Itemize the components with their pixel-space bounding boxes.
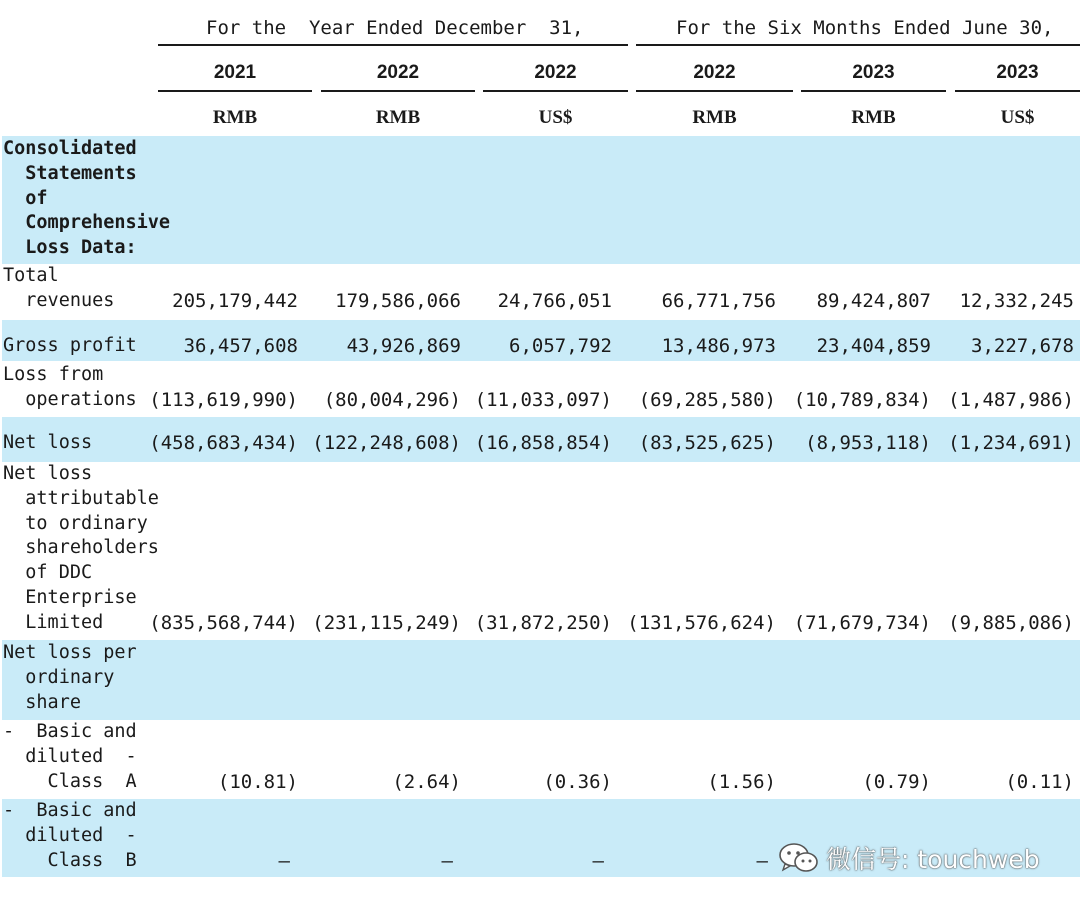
row-value: — (756, 849, 768, 872)
row-value: (80,004,296) (323, 388, 461, 411)
row-label-line: shareholders (3, 537, 159, 559)
row-value: 89,424,807 (816, 289, 931, 312)
row-label (3, 720, 137, 794)
row-label-line: Loss Data: (3, 237, 137, 259)
row-value: (122,248,608) (312, 432, 461, 454)
rule-col (321, 90, 475, 92)
row-value: (1.56) (707, 770, 776, 793)
row-value: — (592, 849, 604, 872)
col-currency: RMB (692, 107, 737, 128)
row-label (3, 334, 137, 359)
row-value: (10,789,834) (793, 388, 931, 411)
row-label-line: of DDC (3, 562, 93, 584)
row-value: (1,234,691) (948, 432, 1074, 454)
row-label-line: - Basic and (3, 800, 137, 821)
watermark-text: 微信号: touchweb (826, 845, 1040, 874)
row-label-line: Net loss (3, 432, 93, 453)
row-label-line: share (3, 691, 81, 713)
period-six-months-heading: For the Six Months Ended June 30, (676, 17, 1054, 39)
rule-col (483, 90, 628, 92)
col-year: 2022 (693, 62, 736, 83)
row-value: — (441, 849, 453, 872)
row-label-line: Comprehensive (3, 212, 171, 234)
row-label (3, 137, 170, 261)
row-label-line: to ordinary (3, 512, 148, 534)
row-value: (0.79) (862, 770, 931, 793)
row-value: 13,486,973 (661, 335, 776, 357)
row-label-line: of (3, 187, 48, 209)
row-value: 23,404,859 (816, 335, 931, 357)
row-label (3, 264, 114, 314)
rule-col (636, 90, 793, 92)
row-value: (9,885,086) (948, 611, 1074, 634)
row-value: (458,683,434) (149, 432, 298, 454)
row-label-line: diluted - (3, 745, 137, 767)
row-label-line: - Basic and (3, 721, 137, 742)
col-year: 2021 (213, 62, 257, 83)
rule-period-six-months (636, 44, 1080, 46)
row-label-line: Limited (3, 611, 104, 633)
row-label-line: revenues (3, 289, 115, 311)
row-value: (31,872,250) (474, 611, 612, 634)
row-label-line: attributable (3, 487, 159, 509)
col-year: 2023 (996, 62, 1039, 83)
row-value: (83,525,625) (638, 432, 776, 454)
col-currency: RMB (851, 107, 896, 128)
row-label-line: Class A (3, 770, 137, 792)
row-value: 36,457,608 (183, 335, 298, 357)
col-currency: US$ (538, 107, 573, 128)
row-value: (0.36) (543, 770, 612, 793)
row-value: (0.11) (1005, 770, 1074, 793)
row-value: (2.64) (392, 770, 461, 793)
row-value: (69,285,580) (638, 388, 776, 411)
row-label (3, 641, 137, 715)
row-value: (231,115,249) (312, 611, 461, 634)
row-label-line: Net loss (3, 463, 93, 484)
row-label (3, 363, 137, 413)
row-label-line: operations (3, 388, 137, 410)
row-value: 66,771,756 (661, 289, 776, 312)
row-label-line: diluted - (3, 824, 137, 846)
period-year-heading: For the Year Ended December 31, (206, 17, 584, 39)
col-year: 2023 (852, 62, 895, 83)
row-label-line: Total (3, 265, 59, 286)
row-label-line: Net loss per (3, 642, 137, 663)
row-value: (16,858,854) (474, 432, 612, 454)
row-value: (11,033,097) (474, 388, 612, 411)
row-value: 3,227,678 (971, 335, 1074, 357)
row-label-line: Gross profit (3, 335, 137, 356)
row-label-line: Loss from (3, 364, 104, 385)
row-label-line: Enterprise (3, 586, 137, 608)
row-label (3, 431, 92, 456)
row-value: 179,586,066 (335, 289, 461, 312)
row-value: 12,332,245 (959, 289, 1074, 312)
row-value: (71,679,734) (793, 611, 931, 634)
row-value: 43,926,869 (346, 335, 461, 357)
rule-col (955, 90, 1080, 92)
row-value: (1,487,986) (948, 388, 1074, 411)
row-value: (131,576,624) (627, 611, 776, 634)
row-label (3, 799, 137, 873)
row-label-line: Statements (3, 162, 137, 184)
row-value: 6,057,792 (509, 335, 612, 357)
row-label-line: ordinary (3, 666, 115, 688)
col-year: 2022 (534, 62, 577, 83)
row-label-line: Class B (3, 849, 137, 871)
row-label (3, 462, 159, 636)
rule-period-year (158, 44, 628, 46)
wechat-icon (778, 841, 820, 875)
rule-col (801, 90, 946, 92)
row-value: (8,953,118) (805, 432, 931, 454)
row-label-line: Consolidated (3, 138, 137, 159)
row-value: — (278, 849, 290, 872)
row-value: (835,568,744) (149, 611, 298, 634)
col-currency: US$ (1000, 107, 1035, 128)
col-currency: RMB (375, 107, 421, 128)
row-value: 24,766,051 (497, 289, 612, 312)
row-value: 205,179,442 (172, 289, 298, 312)
row-band (2, 640, 1080, 720)
rule-col (158, 90, 312, 92)
col-currency: RMB (212, 107, 258, 128)
col-year: 2022 (376, 62, 420, 83)
row-value: (10.81) (217, 770, 298, 793)
watermark (778, 838, 1040, 878)
row-value: (113,619,990) (149, 388, 298, 411)
